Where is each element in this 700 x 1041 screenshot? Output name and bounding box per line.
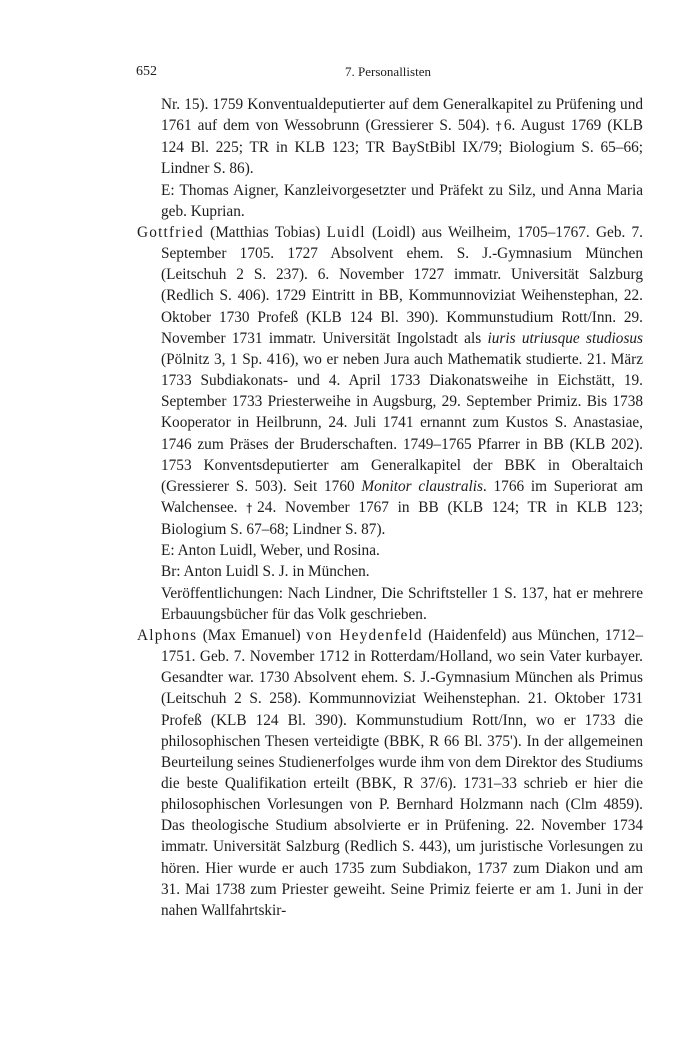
- death-cross-icon: †: [495, 119, 504, 134]
- luidl-given-name: Gottfried: [137, 223, 204, 241]
- aigner-text-2: 6. August 1769 (KLB 124 Bl. 225; TR in KLB 123; TR BayStBibl IX/79; Biologium S. 65–66; Lindner S. 86).: [161, 117, 644, 178]
- luidl-birth-name: (Matthias Tobias): [203, 223, 327, 241]
- aigner-parents: E: Thomas Aigner, Kanzleivorgesetzter und Präfekt zu Silz, und Anna Maria geb. Kuprian.: [161, 181, 643, 220]
- luidl-italic-2: Monitor claustralis: [361, 477, 483, 495]
- heydenfeld-given-name: Alphons: [137, 626, 198, 644]
- death-cross-icon: †: [246, 500, 258, 515]
- luidl-text-4: 24. November 1767 in BB (KLB 124; TR in KLB 123; Biologium S. 67–68; Lindner S. 87).: [161, 498, 644, 539]
- luidl-publications: Veröffentlichungen: Nach Lindner, Die Schriftsteller 1 S. 137, hat er mehrere Erbauungsbücher für das Volk geschrieben.: [161, 584, 643, 623]
- heydenfeld-surname: von Heydenfeld: [306, 626, 423, 644]
- entry-luidl: [137, 222, 643, 540]
- page-number: 652: [136, 64, 157, 79]
- aigner-text-1: Nr. 15). 1759 Konventualdeputierter auf dem Generalkapitel zu Prüfening und 1761 auf dem von Wessobrunn (Gressierer S. 504).: [161, 96, 643, 135]
- luidl-brother: Br: Anton Luidl S. J. in München.: [161, 563, 370, 581]
- page-header: [136, 64, 640, 84]
- luidl-parents: E: Anton Luidl, Weber, und Rosina.: [161, 542, 380, 560]
- running-head: 7. Personallisten: [345, 64, 431, 79]
- luidl-text-1: (Loidl) aus Weilheim, 1705–1767. Geb. 7. September 1705. 1727 Absolvent ehem. S. J.-Gymnasium München (Leitschuh 2 S. 237). 6. November 1727 immatr. Universität Salzburg (Redlich S. 406). 1729 Eintritt in BB, Kommunnoviziat Weihenstephan, 22. Oktober 1730 Profeß (KLB 124 Bl. 390). Kommunstudium Rott/Inn. 29. November 1731 immatr. Universität Ingolstadt als: [161, 223, 643, 347]
- luidl-text-3: . 1766 im Superiorat am Walchensee.: [161, 477, 643, 516]
- heydenfeld-text-1: (Haidenfeld) aus München, 1712–1751. Geb. 7. November 1712 in Rotterdam/Holland, wo sein Vater kurbayer. Gesandter war. 1730 Absolvent ehem. S. J.-Gymnasium München als Primus (Leitschuh 2 S. 258). Kommunnoviziat Weihenstephan. 21. Oktober 1731 Profeß (KLB 124 Bl. 390). Kommunstudium Rott/Inn, wo er 1733 die philosophischen Thesen verteidigte (BBK, R 66 Bl. 375'). In der allgemeinen Beurteilung seines Studienerfolges wurde ihm von dem Direktor des Studiums die beste Qualifikation erteilt (BBK, R 37/6). 1731–33 schrieb er hier die philosophischen Vorlesungen von P. Bernhard Holzmann nach (Clm 4859). Das theologische Studium absolvierte er in Prüfening. 22. November 1734 immatr. Universität Salzburg (Redlich S. 443), um juristische Vorlesungen zu hören. Hier wurde er auch 1735 zum Subdiakon, 1737 zum Diakon und am 31. Mai 1738 zum Priester geweiht. Seine Primiz feierte er am 1. Juni in der nahen Wallfahrtskir-: [161, 626, 643, 919]
- luidl-italic-1: iuris utriusque studiosus: [487, 329, 643, 347]
- entry-aigner-continuation: [137, 94, 643, 180]
- body-text: [137, 94, 643, 921]
- heydenfeld-birth-name: (Max Emanuel): [197, 626, 307, 644]
- luidl-text-2: (Pölnitz 3, 1 Sp. 416), wo er neben Jura auch Mathematik studierte. 21. März 1733 Subdiakonats- und 4. April 1733 Diakonatsweihe in Eichstätt, 19. September 1733 Priesterweihe in Augsburg, 29. September Primiz. Bis 1738 Kooperator in Heilbrunn, 24. Juli 1741 ernannt zum Kustos S. Anastasiae, 1746 zum Präses der Bruderschaften. 1749–1765 Pfarrer in BB (KLB 202). 1753 Konventsdeputierter am Generalkapitel der BBK in Oberaltaich (Gressierer S. 503). Seit 1760: [161, 350, 643, 495]
- luidl-surname: Luidl: [326, 223, 366, 241]
- entry-heydenfeld: [137, 625, 643, 921]
